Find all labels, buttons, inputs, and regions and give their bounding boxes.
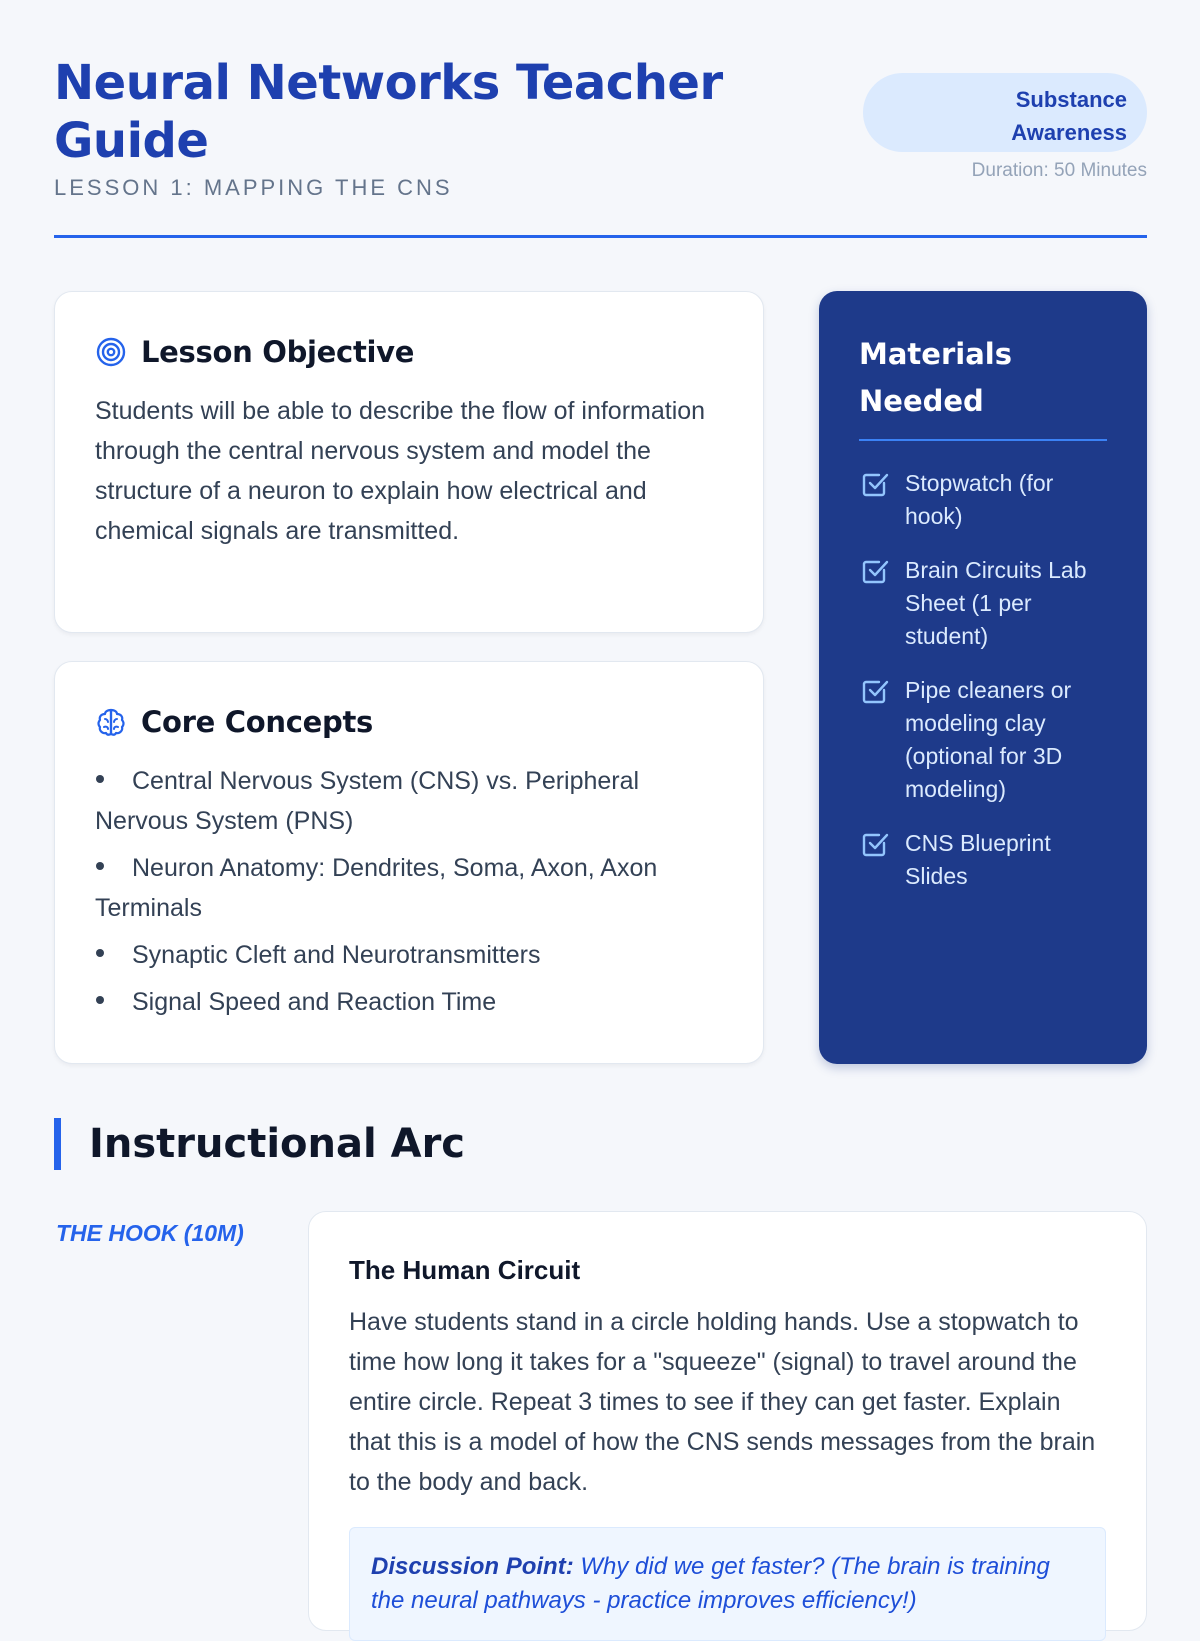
materials-panel	[819, 291, 1147, 1064]
lesson-subtitle: LESSON 1: MAPPING THE CNS	[54, 175, 453, 200]
material-text: CNS Blueprint Slides	[905, 830, 1051, 889]
list-item	[859, 554, 1107, 653]
materials-list	[859, 467, 1107, 893]
concept-text: Central Nervous System (CNS) vs. Peripheral Nervous System (PNS)	[95, 767, 640, 835]
concept-text: Synaptic Cleft and Neurotransmitters	[132, 941, 541, 969]
discussion-point	[349, 1527, 1106, 1641]
concept-text: Signal Speed and Reaction Time	[132, 988, 497, 1016]
lesson-objective-header	[95, 334, 723, 370]
brain-icon	[95, 706, 127, 738]
core-concepts-card	[54, 661, 764, 1064]
discussion-text: Why did we get faster? (The brain is training the neural pathways - practice improves efficiency!)	[371, 1553, 1050, 1614]
list-item	[95, 761, 723, 841]
guide-header	[54, 54, 1147, 238]
discussion-label: Discussion Point:	[371, 1553, 574, 1580]
checkbox-icon	[859, 555, 891, 587]
core-concepts-header	[95, 704, 723, 740]
list-item	[95, 848, 723, 928]
topic-badge: Substance Awareness	[863, 73, 1147, 152]
list-item	[95, 982, 723, 1022]
step-title: The Human Circuit	[349, 1255, 581, 1285]
instructional-arc-heading: Instructional Arc	[54, 1118, 465, 1170]
lesson-objective-text: Students will be able to describe the flow of information through the central nervous system and model the structure of a neuron to explain how electrical and chemical signals are transmitted.	[95, 397, 706, 545]
checkbox-icon	[859, 675, 891, 707]
lesson-objective-card	[54, 291, 764, 633]
concept-text: Neuron Anatomy: Dendrites, Soma, Axon, Axon Terminals	[95, 854, 658, 922]
teacher-guide-page	[54, 0, 1147, 1614]
step-card	[308, 1211, 1147, 1631]
material-text: Pipe cleaners or modeling clay (optional for 3D modeling)	[905, 677, 1072, 802]
page-title: Neural Networks Teacher Guide	[54, 55, 723, 169]
materials-title: Materials Needed	[859, 331, 1107, 441]
checkbox-icon	[859, 828, 891, 860]
lesson-duration: Duration: 50 Minutes	[971, 160, 1147, 181]
step-label: THE HOOK (10M)	[56, 1220, 244, 1246]
material-text: Brain Circuits Lab Sheet (1 per student)	[905, 557, 1087, 649]
list-item	[859, 827, 1107, 893]
bullet-icon	[96, 775, 104, 783]
material-text: Stopwatch (for hook)	[905, 470, 1054, 529]
list-item	[95, 935, 723, 975]
bullet-icon	[96, 996, 104, 1004]
lesson-objective-title: Lesson Objective	[141, 335, 415, 369]
step-body: Have students stand in a circle holding hands. Use a stopwatch to time how long it takes for a "squeeze" (signal) to travel around the entire circle. Repeat 3 times to see if they can get faster. Explain that this is a model of how the CNS sends messages from the brain to the body and back.	[349, 1308, 1096, 1496]
checkbox-icon	[859, 468, 891, 500]
target-icon	[95, 336, 127, 368]
core-concepts-list	[95, 761, 723, 1022]
core-concepts-title: Core Concepts	[141, 705, 373, 739]
list-item	[859, 674, 1107, 806]
bullet-icon	[96, 949, 104, 957]
bullet-icon	[96, 862, 104, 870]
list-item	[859, 467, 1107, 533]
